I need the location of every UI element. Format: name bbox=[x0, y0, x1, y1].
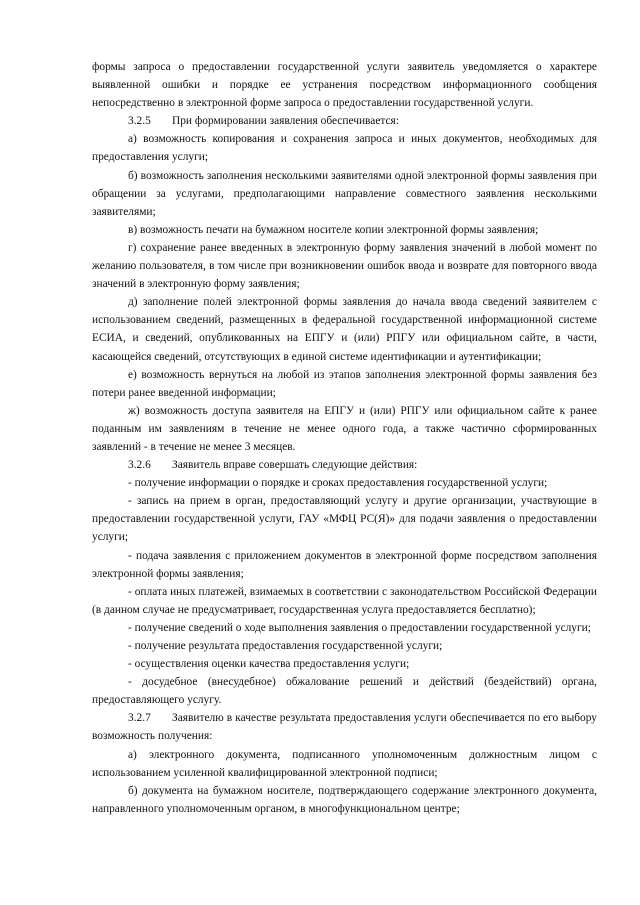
dash-item-status: - получение сведений о ходе выполнения заявления о предоставлении государственной услуги; bbox=[128, 621, 591, 634]
document-page bbox=[92, 58, 597, 818]
dash-item-rating: - осуществления оценки качества предоставления услуги; bbox=[128, 658, 410, 671]
result-item-b: б) документа на бумажном носителе, подтверждающего содержание электронного документа, направленного уполномоченным органом, в многофункциональном центре; bbox=[92, 784, 597, 815]
clause-3-2-5 bbox=[92, 112, 597, 130]
list-item-a: а) возможность копирования и сохранения запроса и иных документов, необходимых для предоставления услуги; bbox=[92, 133, 597, 164]
list-item-v: в) возможность печати на бумажном носителе копии электронной формы заявления; bbox=[128, 223, 539, 236]
dash-item-appointment: - запись на прием в орган, предоставляющий услугу и другие организации, участвующие в предоставлении государственной услуги, ГАУ «МФЦ РС(Я)» для подачи заявления о предоставлении услуги; bbox=[92, 495, 597, 544]
dash-item-appeal: - досудебное (внесудебное) обжалование решений и действий (бездействий) органа, предоставляющего услугу. bbox=[92, 676, 597, 707]
clause-3-2-7 bbox=[92, 709, 597, 745]
list-item-b: б) возможность заполнения несколькими заявителями одной электронной формы заявления при обращении за услугами, предполагающими направление совместного заявления несколькими заявителями; bbox=[92, 169, 597, 218]
dash-item-info: - получение информации о порядке и сроках предоставления государственной услуги; bbox=[128, 477, 548, 490]
list-item-zh: ж) возможность доступа заявителя на ЕПГУ и (или) РПГУ или официальном сайте к ранее поданным им заявлениям в течение не менее одного года, а также частично сформированных заявлений - в течение не менее 3 месяцев. bbox=[92, 404, 597, 453]
result-item-a: а) электронного документа, подписанного уполномоченным должностным лицом с использованием усиленной квалифицированной электронной подписи; bbox=[92, 748, 597, 779]
list-item-g: г) сохранение ранее введенных в электронную форму заявления значений в любой момент по желанию пользователя, в том числе при возникновении ошибок ввода и возврате для повторного ввода значений в электронную форму заявления; bbox=[92, 241, 597, 291]
dash-item-submission: - подача заявления с приложением документов в электронной форме посредством заполнения электронной формы заявления; bbox=[92, 549, 597, 580]
clause-heading: Заявитель вправе совершать следующие действия: bbox=[172, 459, 418, 472]
clause-number: 3.2.6 bbox=[128, 459, 151, 472]
dash-item-payment: - оплата иных платежей, взимаемых в соответствии с законодательством Российской Федерации (в данном случае не предусматривает, государственная услуга предоставляется бесплатно); bbox=[92, 585, 597, 616]
list-item-d: д) заполнение полей электронной формы заявления до начала ввода сведений заявителем с использованием сведений, размещенных в федеральной государственной информационной системе ЕСИА, и сведений, опубликованных на ЕПГУ и (или) РПГУ или официальном сайте, в части, касающейся сведений, отсутствующих в единой системе идентификации и аутентификации; bbox=[92, 296, 597, 363]
list-item-e: е) возможность вернуться на любой из этапов заполнения электронной формы заявления без потери ранее введенной информации; bbox=[92, 368, 597, 399]
clause-heading: При формировании заявления обеспечивается: bbox=[172, 115, 399, 128]
dash-item-result: - получение результата предоставления государственной услуги; bbox=[128, 640, 443, 652]
clause-heading: Заявителю в качестве результата предоставления услуги обеспечивается по его выбору возможность получения: bbox=[92, 712, 597, 743]
clause-number: 3.2.5 bbox=[128, 115, 151, 128]
paragraph-intro: формы запроса о предоставлении государственной услуги заявитель уведомляется о характере выявленной ошибки и порядке ее устранения посредством информационного сообщения непосредственно в электронной форме запроса о предоставлении государственной услуги. bbox=[92, 61, 597, 110]
clause-number: 3.2.7 bbox=[128, 712, 151, 725]
clause-3-2-6 bbox=[92, 456, 597, 474]
